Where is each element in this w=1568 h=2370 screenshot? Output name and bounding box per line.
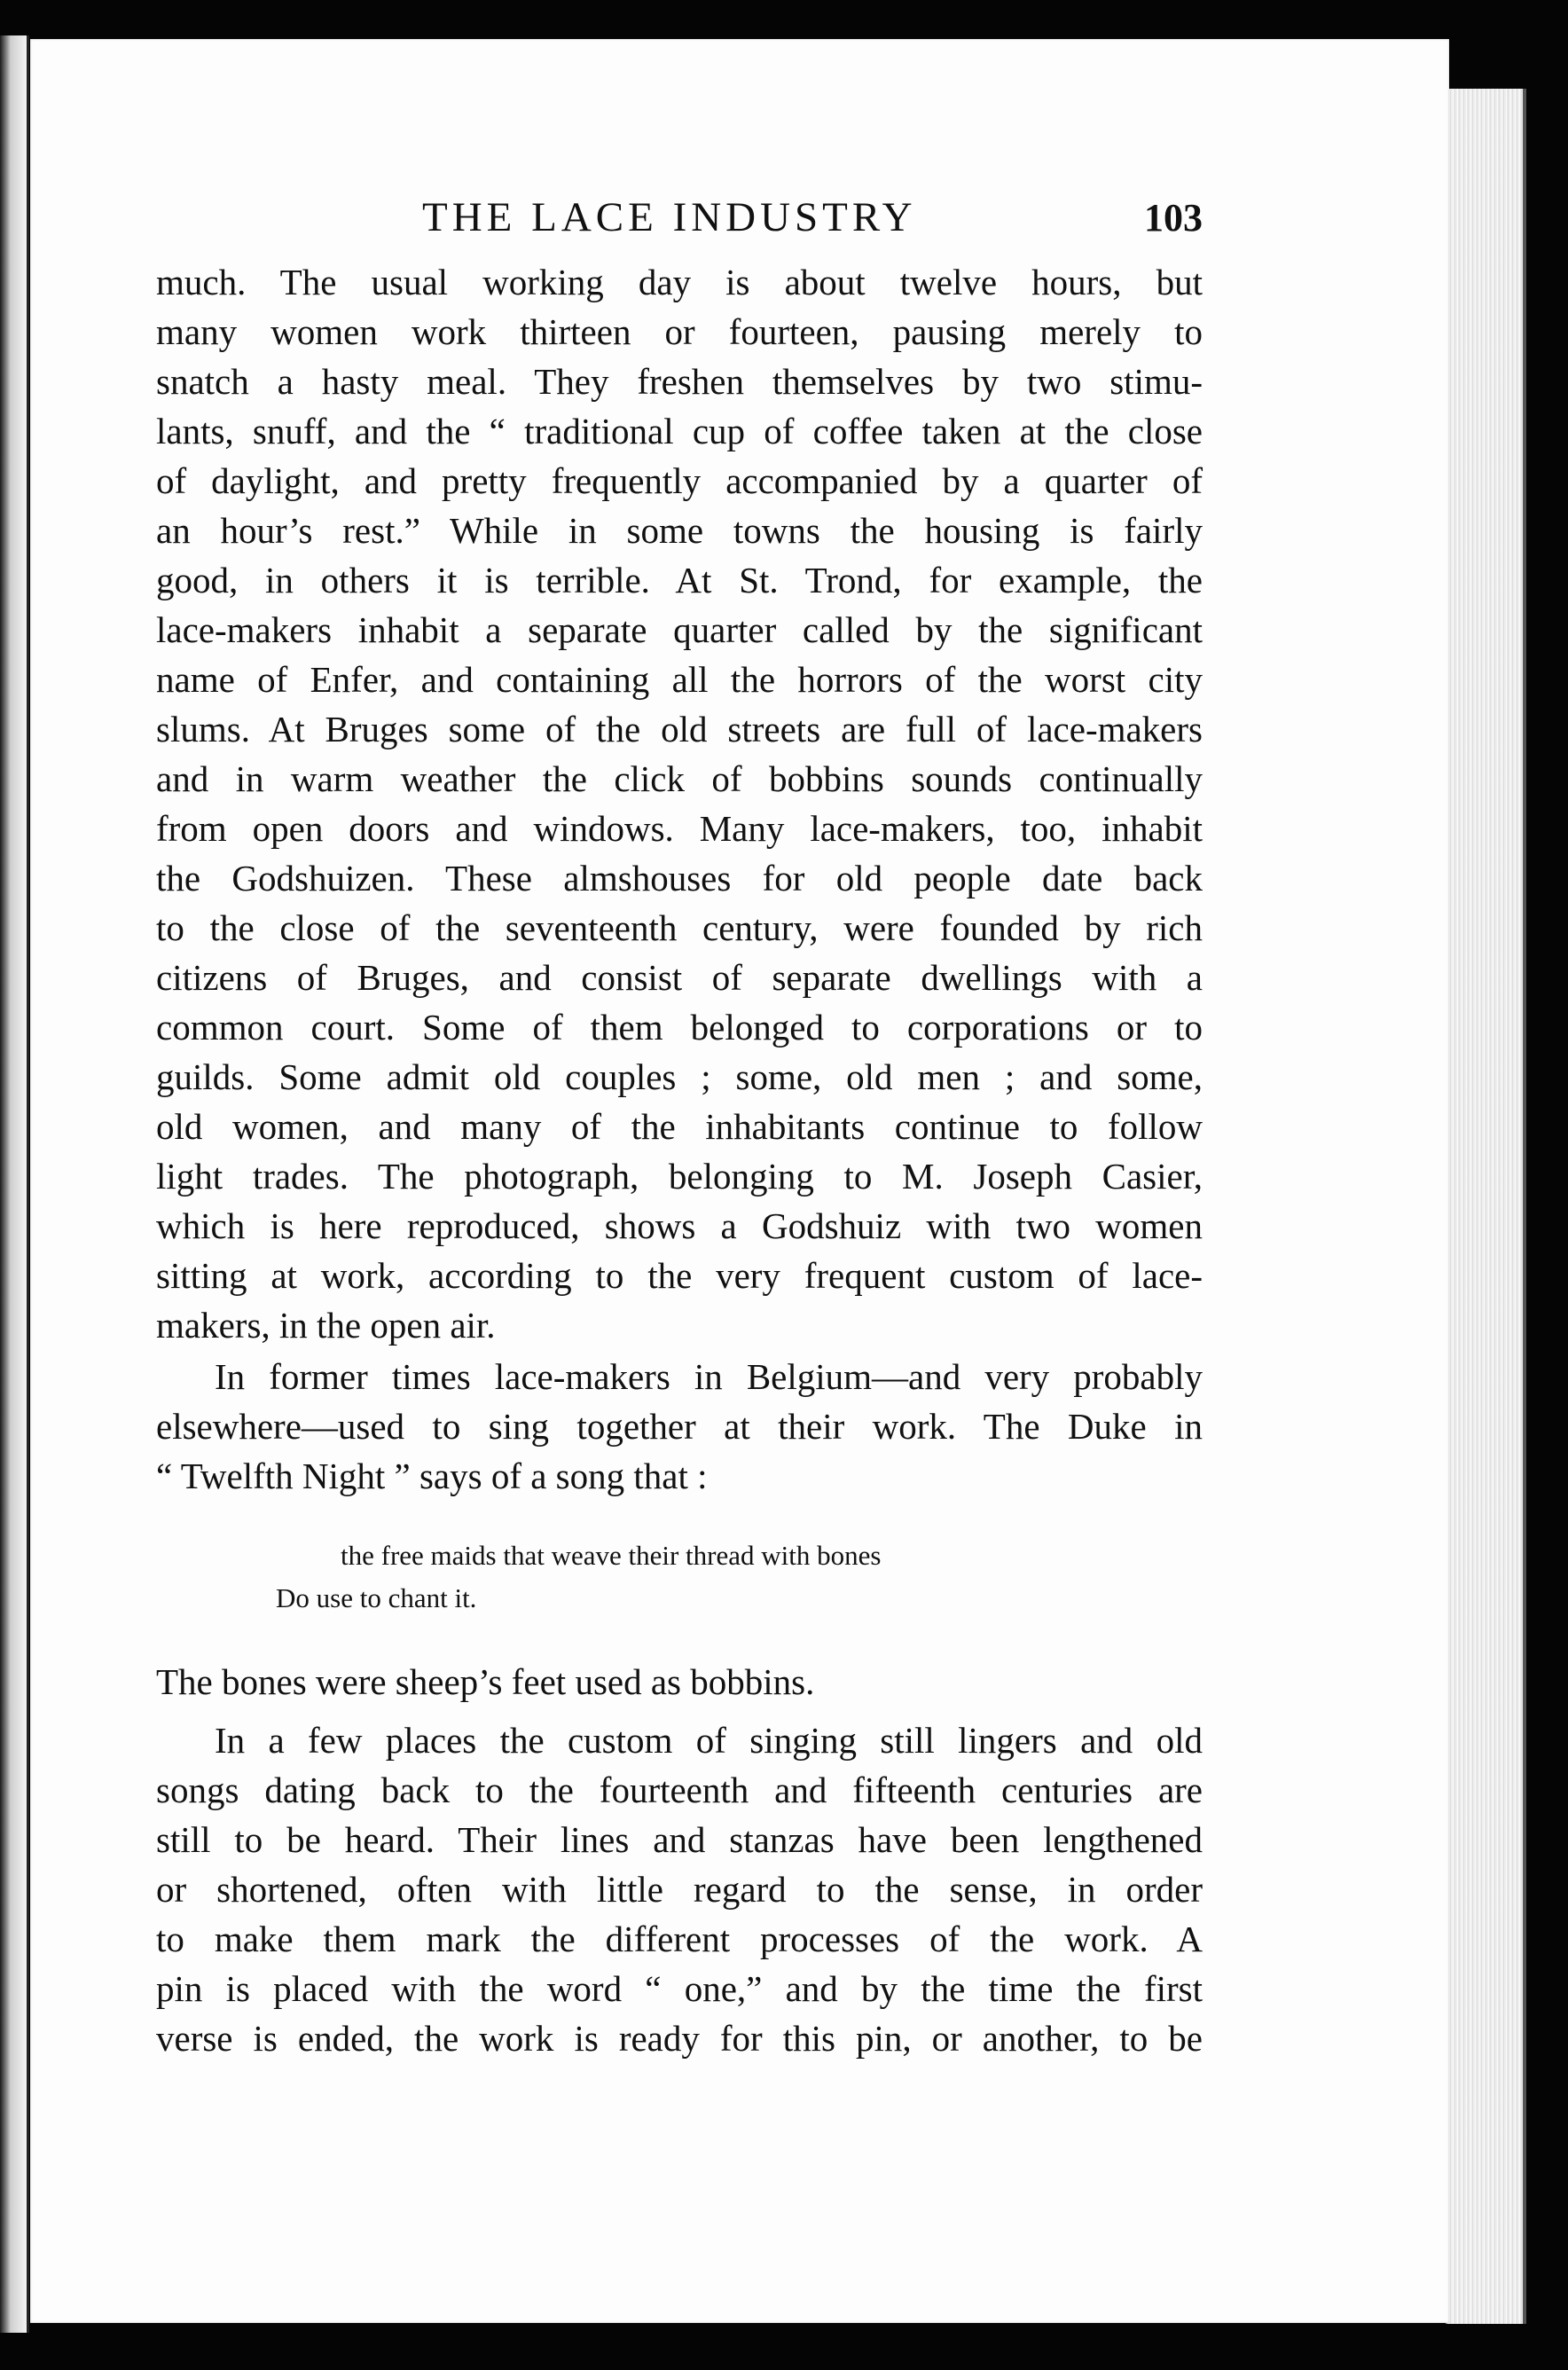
paragraph-1 (156, 257, 1203, 1350)
page-number: 103 (1144, 196, 1203, 239)
text-line: slums. At Bruges some of the old streets are full of lace-makers (156, 709, 1203, 749)
text-line: of daylight, and pretty frequently accompanied by a quarter of (156, 460, 1203, 501)
verse-quote (156, 1534, 1203, 1620)
text-line: and in warm weather the click of bobbins sounds continually (156, 758, 1203, 799)
text-line: citizens of Bruges, and consist of separate dwellings with a (156, 957, 1203, 998)
text-line: sitting at work, according to the very frequent custom of lace- (156, 1255, 1203, 1296)
text-line: The bones were sheep’s feet used as bobbins. (156, 1661, 815, 1702)
text-line: In former times lace-makers in Belgium—and very probably (215, 1356, 1203, 1397)
text-line: the Godshuizen. These almshouses for old people date back (156, 858, 1203, 899)
text-line: from open doors and windows. Many lace-makers, too, inhabit (156, 808, 1203, 849)
verse-line: the free maids that weave their thread with bones (341, 1540, 882, 1571)
text-line: lants, snuff, and the “ traditional cup of coffee taken at the close (156, 411, 1203, 451)
text-line: to make them mark the different processes of the work. A (156, 1919, 1203, 1959)
text-line: snatch a hasty meal. They freshen themselves by two stimu- (156, 361, 1203, 402)
text-line: guilds. Some admit old couples ; some, old men ; and some, (156, 1056, 1203, 1097)
text-line: pin is placed with the word “ one,” and by the time the first (156, 1968, 1203, 2009)
paragraph-3 (156, 1715, 1203, 2063)
text-line: many women work thirteen or fourteen, pausing merely to (156, 311, 1203, 352)
text-line: name of Enfer, and containing all the horrors of the worst city (156, 659, 1203, 700)
text-line: an hour’s rest.” While in some towns the housing is fairly (156, 510, 1203, 551)
facing-page-edge (0, 35, 29, 2333)
page-header (156, 193, 1203, 247)
text-line: verse is ended, the work is ready for this pin, or another, to be (156, 2018, 1203, 2059)
text-line: light trades. The photograph, belonging to M. Joseph Casier, (156, 1156, 1203, 1197)
text-line: makers, in the open air. (156, 1305, 496, 1346)
page-stack-edge (1446, 89, 1526, 2324)
text-line: “ Twelfth Night ” says of a song that : (156, 1456, 708, 1496)
paragraph-2 (156, 1352, 1203, 1501)
body-text (156, 257, 1203, 2063)
text-line: which is here reproduced, shows a Godshuiz with two women (156, 1205, 1203, 1246)
running-title: THE LACE INDUSTRY (422, 194, 917, 240)
text-line: In a few places the custom of singing still lingers and old (215, 1720, 1203, 1761)
text-line: lace-makers inhabit a separate quarter called by the significant (156, 609, 1203, 650)
text-line: good, in others it is terrible. At St. Trond, for example, the (156, 560, 1203, 600)
verse-line: Do use to chant it. (276, 1582, 477, 1613)
text-line: still to be heard. Their lines and stanzas have been lengthened (156, 1819, 1203, 1860)
text-line: songs dating back to the fourteenth and fifteenth centuries are (156, 1770, 1203, 1810)
text-line: elsewhere—used to sing together at their work. The Duke in (156, 1406, 1203, 1447)
text-line: common court. Some of them belonged to corporations or to (156, 1007, 1203, 1048)
text-line: or shortened, often with little regard to the sense, in order (156, 1869, 1203, 1910)
text-line: much. The usual working day is about twelve hours, but (156, 262, 1203, 302)
text-line: to the close of the seventeenth century, were founded by rich (156, 907, 1203, 948)
text-line: old women, and many of the inhabitants continue to follow (156, 1106, 1203, 1147)
